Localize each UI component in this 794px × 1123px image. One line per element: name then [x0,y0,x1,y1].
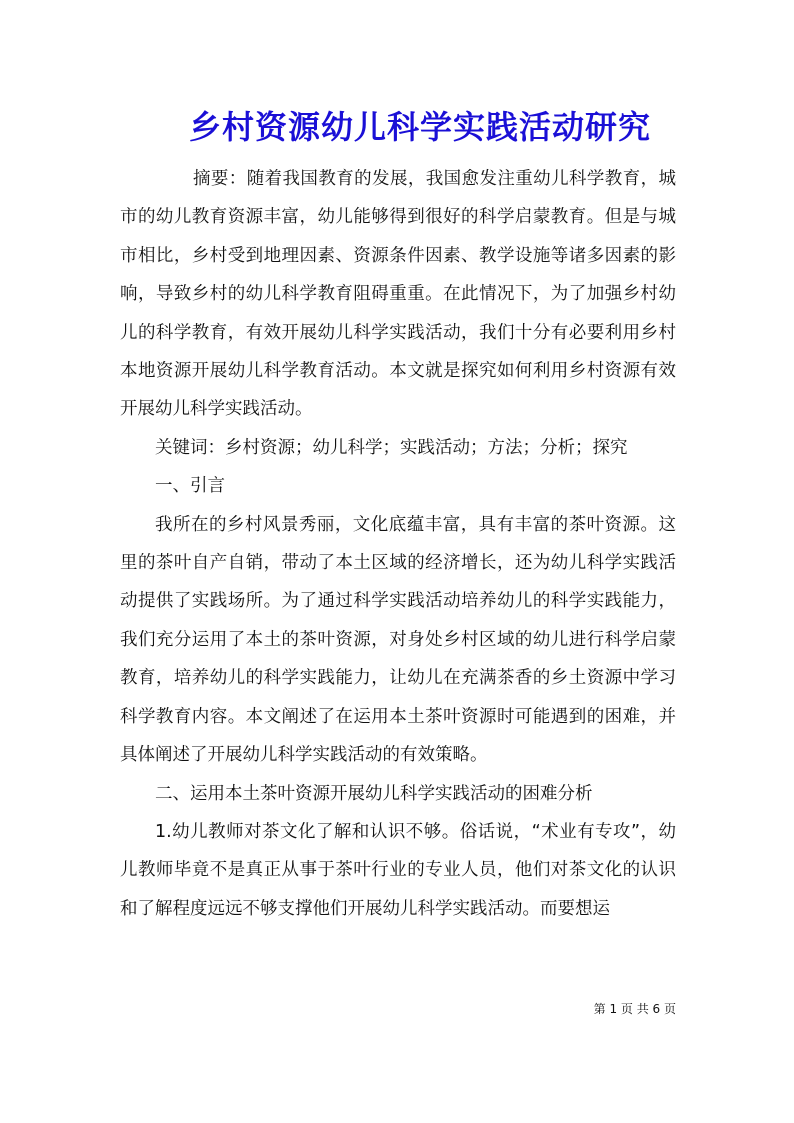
document-title: 乡村资源幼儿科学实践活动研究 [188,108,651,146]
keywords-line: 关键词：乡村资源；幼儿科学；实践活动；方法；分析；探究 [155,437,628,458]
page-number-footer: 第 1 页 共 6 页 [593,1002,676,1016]
abstract-paragraph: 摘要：随着我国教育的发展，我国愈发注重幼儿科学教育，城市的幼儿教育资源丰富，幼儿能够得到很好的科学启蒙教育。但是与城市相比，乡村受到地理因素、资源条件因素、教学设施等诸多因素的影响，导致乡村的幼儿科学教育阻碍重重。在此情况下，为了加强乡村幼儿的科学教育，有效开展幼儿科学实践活动，我们十分有必要利用乡村本地资源开展幼儿科学教育活动。本文就是探究如何利用乡村资源有效开展幼儿科学实践活动。 [120,169,676,420]
document-body [120,160,676,928]
introduction-paragraph: 我所在的乡村风景秀丽，文化底蕴丰富，具有丰富的茶叶资源。这里的茶叶自产自销，带动了本土区域的经济增长，还为幼儿科学实践活动提供了实践场所。为了通过科学实践活动培养幼儿的科学实践能力，我们充分运用了本土的茶叶资源，对身处乡村区域的幼儿进行科学启蒙教育，培养幼儿的科学实践能力，让幼儿在充满茶香的乡土资源中学习科学教育内容。本文阐述了在运用本土茶叶资源时可能遇到的困难，并具体阐述了开展幼儿科学实践活动的有效策略。 [120,514,676,766]
difficulties-paragraph: 1.幼儿教师对茶文化了解和认识不够。俗话说，“术业有专攻”，幼儿教师毕竟不是真正从事于茶叶行业的专业人员，他们对茶文化的认识和了解程度远远不够支撑他们开展幼儿科学实践活动。而要想运 [120,821,676,919]
section-heading-difficulties: 二、运用本土茶叶资源开展幼儿科学实践活动的困难分析 [155,783,593,804]
section-heading-introduction: 一、引言 [155,476,225,497]
